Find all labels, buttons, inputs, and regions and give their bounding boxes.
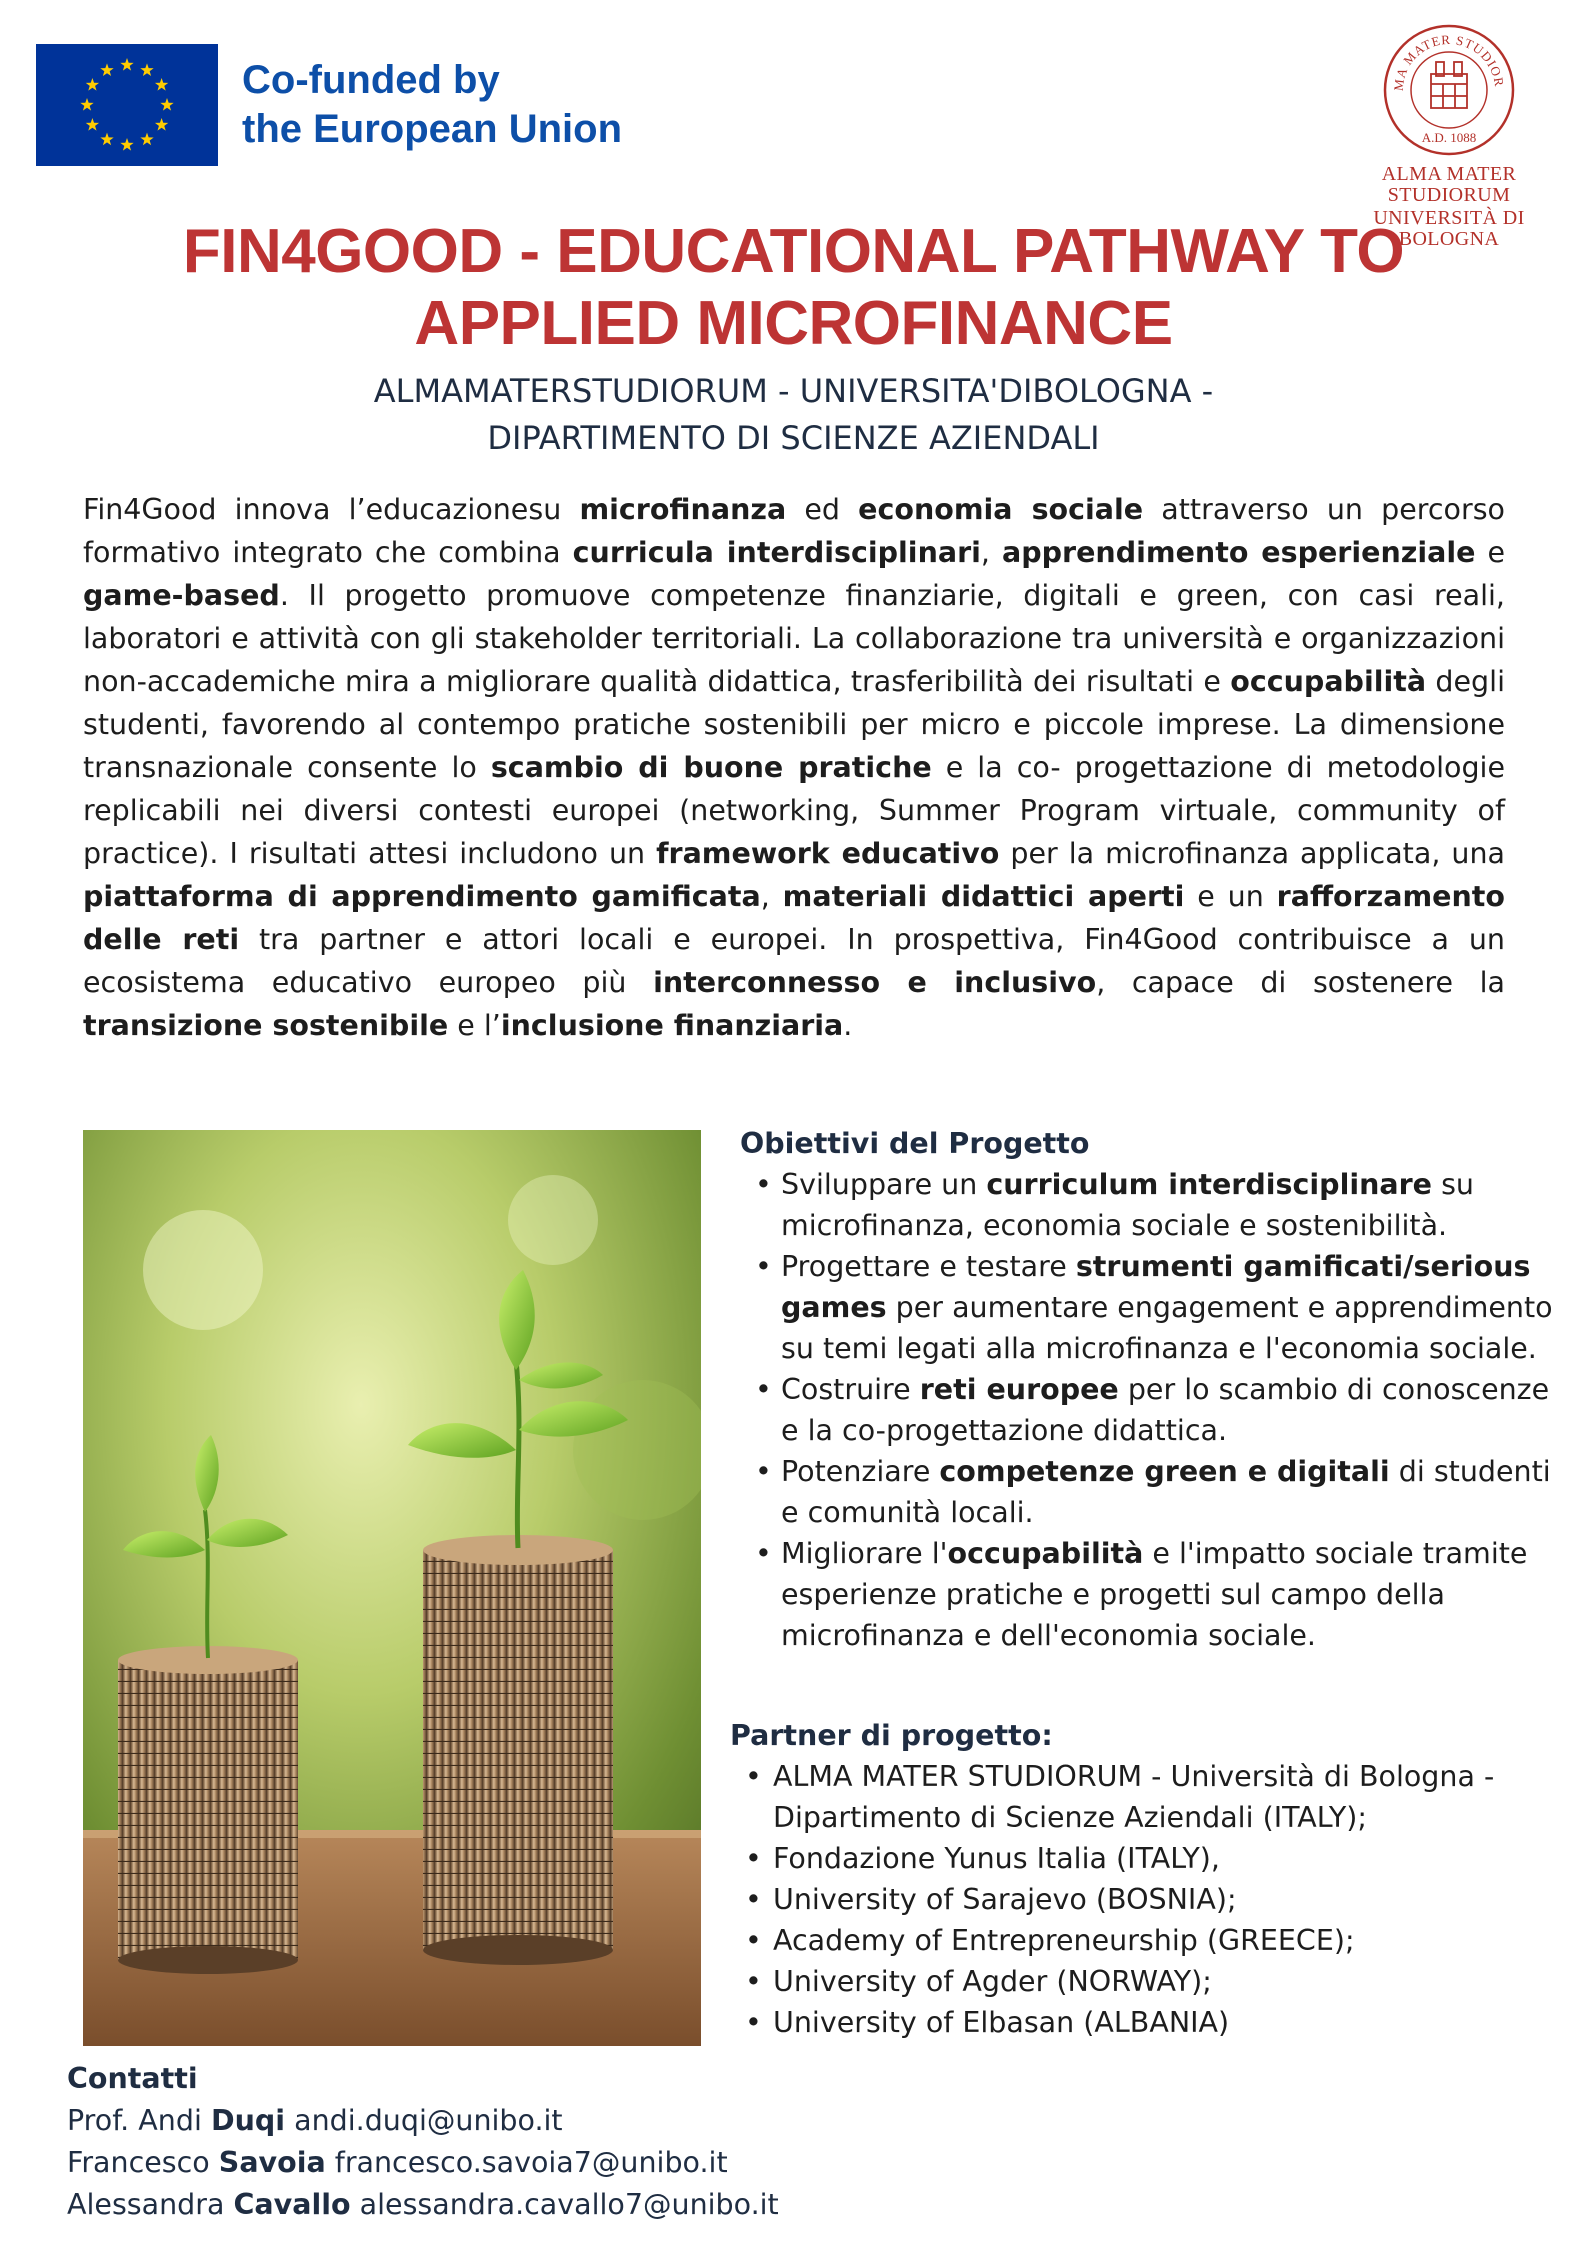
- intro-text: per la microfinanza applicata, una: [999, 837, 1506, 870]
- list-item: • University of Sarajevo (BOSNIA);: [730, 1879, 1560, 1920]
- list-item: • University of Agder (NORWAY);: [730, 1961, 1560, 2002]
- intro-text: attraverso un percorso formativo integrato che combina: [83, 493, 1505, 569]
- partners-section: [730, 1716, 1560, 2043]
- intro-text: ,: [980, 536, 1002, 569]
- intro-bold: occupabilità: [1230, 665, 1427, 698]
- intro-text: .: [843, 1009, 853, 1042]
- objective-text: Sviluppare un: [781, 1168, 987, 1201]
- intro-text: e la co- progettazione di metodologie replicabili nei diversi contesti europei (networking, Summer Program virtuale, community of practice). I risultati attesi includono un: [83, 751, 1505, 870]
- objective-bold: occupabilità: [947, 1537, 1144, 1570]
- intro-paragraph: [83, 488, 1505, 1047]
- coins-sprout-photo: [83, 1130, 701, 2046]
- objective-bold: strumenti gamificati/serious games: [781, 1250, 1531, 1324]
- intro-bold: framework educativo: [656, 837, 1000, 870]
- intro-bold: inclusione finanziaria: [500, 1009, 844, 1042]
- unibo-name-line1: ALMA MATER STUDIORUM: [1381, 163, 1517, 206]
- intro-bold: scambio di buone pratiche: [490, 751, 932, 784]
- objective-text: di studenti e comunità locali.: [781, 1455, 1551, 1529]
- list-item: • Academy of Entrepreneurship (GREECE);: [730, 1920, 1560, 1961]
- objective-bold: curriculum interdisciplinare: [986, 1168, 1433, 1201]
- objective-bold: competenze green e digitali: [939, 1455, 1390, 1488]
- objective-text: Potenziare: [781, 1455, 940, 1488]
- unibo-name-line2: UNIVERSITÀ DI BOLOGNA: [1373, 207, 1525, 250]
- contact-row: [67, 2100, 967, 2142]
- intro-bold: transizione sostenibile: [83, 1009, 449, 1042]
- intro-bold: rafforzamento delle reti: [83, 880, 1506, 956]
- unibo-seal-icon: [1381, 22, 1517, 158]
- objective-text: per lo scambio di conoscenze e la co-progettazione didattica.: [781, 1373, 1550, 1447]
- contact-row: [67, 2142, 967, 2184]
- contact-first-name: Francesco: [67, 2146, 210, 2179]
- objective-text: e l'impatto sociale tramite esperienze pratiche e progetti sul campo della microfinanza e dell'economia sociale.: [781, 1537, 1528, 1652]
- intro-bold: piattaforma di apprendimento gamificata: [83, 880, 761, 913]
- intro-text: ed: [786, 493, 859, 526]
- eu-cofunded-logo: [36, 44, 622, 166]
- intro-bold: economia sociale: [858, 493, 1144, 526]
- page-title-line2: APPLIED MICROFINANCE: [414, 289, 1173, 358]
- intro-bold: curricula interdisciplinari: [572, 536, 981, 569]
- list-item: [740, 1451, 1560, 1533]
- intro-text: e un: [1184, 880, 1277, 913]
- page-title: [0, 216, 1587, 360]
- intro-text: tra partner e attori locali e europei. In prospettiva, Fin4Good contribuisce a un ecosistema educativo europeo più: [83, 923, 1505, 999]
- objectives-section: [740, 1124, 1560, 1656]
- intro-bold: interconnesso e inclusivo: [653, 966, 1097, 999]
- intro-text: . Il progetto promuove competenze finanziarie, digitali e green, con casi reali, laboratori e attività con gli stakeholder territoriali. La collaborazione tra università e organizzazioni non-accademiche mira a migliorare qualità didattica, trasferibilità dei risultati e: [83, 579, 1505, 698]
- objective-text: Migliorare l': [781, 1537, 948, 1570]
- contact-last-name: Savoia: [218, 2146, 326, 2179]
- contact-email[interactable]: francesco.savoia7@unibo.it: [334, 2146, 728, 2179]
- contact-email[interactable]: andi.duqi@unibo.it: [294, 2104, 563, 2137]
- intro-text: Fin4Good innova l’educazionesu: [83, 493, 580, 526]
- objective-text: su microfinanza, economia sociale e sostenibilità.: [781, 1168, 1474, 1242]
- partners-title: Partner di progetto:: [730, 1719, 1053, 1752]
- contacts-title: Contatti: [67, 2062, 198, 2095]
- list-item: • University of Elbasan (ALBANIA): [730, 2002, 1560, 2043]
- eu-text-line1: Co-funded by: [242, 58, 500, 102]
- page-subtitle: [0, 368, 1587, 462]
- partners-list: [730, 1756, 1560, 2043]
- objective-text: per aumentare engagement e apprendimento su temi legati alla microfinanza e l'economia sociale.: [781, 1291, 1553, 1365]
- contacts-section: [67, 2058, 967, 2226]
- list-item: • Fondazione Yunus Italia (ITALY),: [730, 1838, 1560, 1879]
- intro-bold: microfinanza: [579, 493, 787, 526]
- list-item: [740, 1533, 1560, 1656]
- eu-text-line2: the European Union: [242, 107, 622, 151]
- intro-text: , capace di sostenere la: [1096, 966, 1505, 999]
- intro-text: degli studenti, favorendo al contempo pratiche sostenibili per micro e piccole imprese. La dimensione transnazionale consente lo: [83, 665, 1505, 784]
- page-title-line1: FIN4GOOD - EDUCATIONAL PATHWAY TO: [182, 217, 1405, 286]
- intro-text: e l’: [448, 1009, 501, 1042]
- unibo-seal-text: MA MATER STUDIOR: [1390, 31, 1508, 92]
- unibo-seal-year: A.D. 1088: [1421, 130, 1477, 145]
- objectives-list: [740, 1164, 1560, 1656]
- objectives-title: Obiettivi del Progetto: [740, 1127, 1090, 1160]
- contact-last-name: Duqi: [210, 2104, 286, 2137]
- list-item: [740, 1369, 1560, 1451]
- intro-bold: materiali didattici aperti: [782, 880, 1185, 913]
- intro-bold: apprendimento esperienziale: [1002, 536, 1476, 569]
- list-item: [740, 1164, 1560, 1246]
- contact-last-name: Cavallo: [233, 2188, 351, 2221]
- eu-flag-icon: [36, 44, 218, 166]
- intro-text: ,: [760, 880, 783, 913]
- svg-text:ALMA MATER STUDIORUM: [1381, 22, 1507, 92]
- intro-text: e: [1475, 536, 1505, 569]
- list-item: • ALMA MATER STUDIORUM - Università di Bologna - Dipartimento di Scienze Aziendali (ITALY);: [730, 1756, 1560, 1838]
- objective-text: Progettare e testare: [781, 1250, 1076, 1283]
- page-subtitle-line1: ALMAMATERSTUDIORUM - UNIVERSITA'DIBOLOGNA -: [373, 372, 1214, 410]
- contact-row: [67, 2184, 967, 2226]
- contact-first-name: Alessandra: [67, 2188, 225, 2221]
- contact-email[interactable]: alessandra.cavallo7@unibo.it: [359, 2188, 779, 2221]
- objective-bold: reti europee: [919, 1373, 1119, 1406]
- objective-text: Costruire: [781, 1373, 920, 1406]
- list-item: [740, 1246, 1560, 1369]
- contact-first-name: Prof. Andi: [67, 2104, 202, 2137]
- page-subtitle-line2: DIPARTIMENTO DI SCIENZE AZIENDALI: [487, 419, 1100, 457]
- intro-bold: game-based: [83, 579, 280, 612]
